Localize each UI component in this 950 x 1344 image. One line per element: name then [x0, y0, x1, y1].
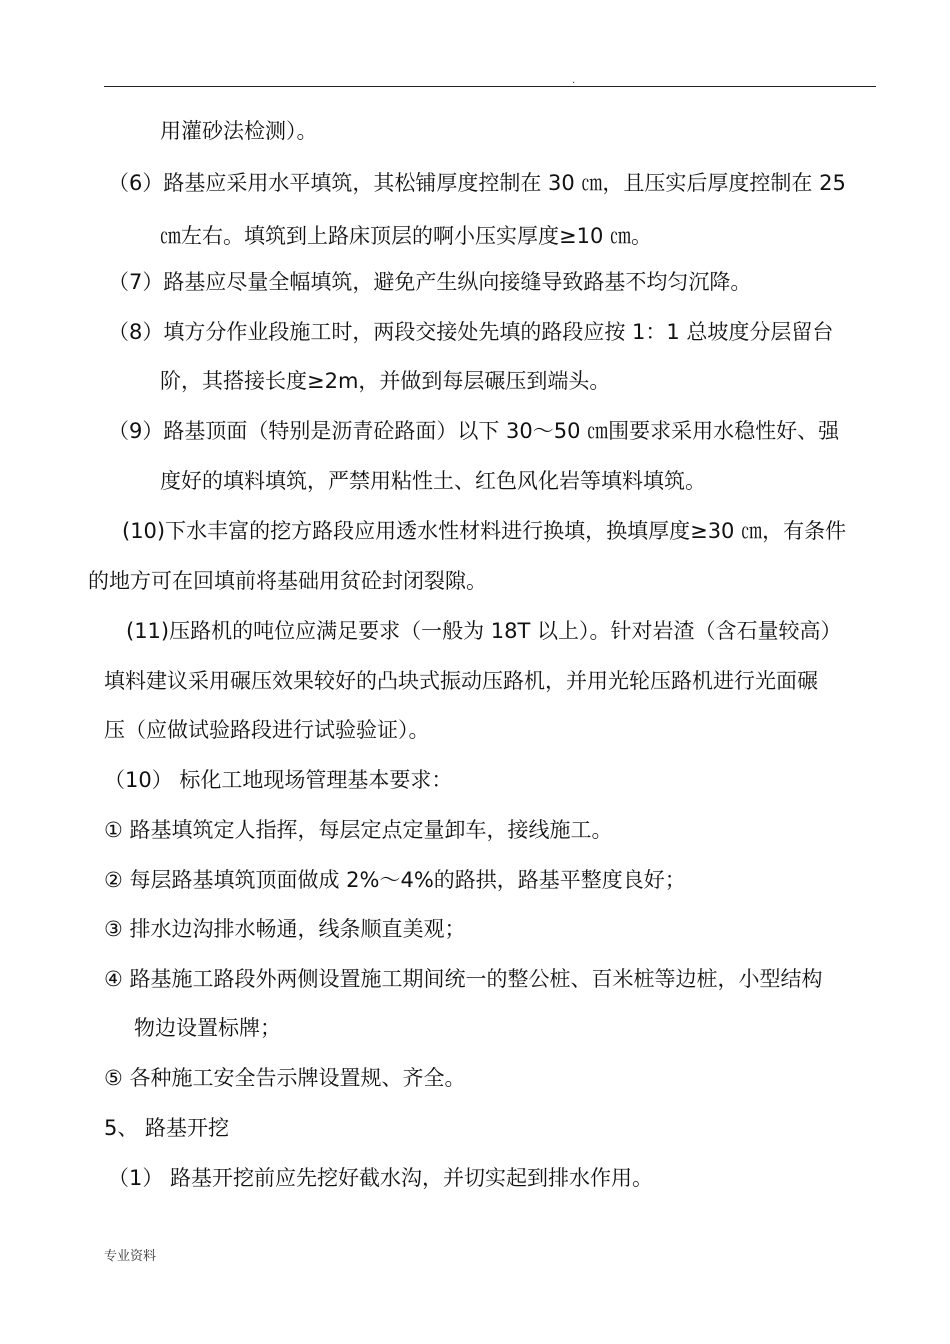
text-line: 度好的填料填筑，严禁用粘性土、红色风化岩等填料填筑。 — [160, 469, 706, 493]
text-line: 压（应做试验路段进行试验验证）。 — [104, 718, 430, 742]
list-item: ② 每层路基填筑顶面做成 2%～4%的路拱，路基平整度良好； — [104, 868, 686, 892]
text-line: (10)下水丰富的挖方路段应用透水性材料进行换填，换填厚度≥30 ㎝，有条件 — [122, 519, 847, 543]
section-heading: 5、 路基开挖 — [104, 1116, 230, 1140]
section-heading: （10） 标化工地现场管理基本要求： — [104, 768, 453, 792]
footer-label: 专业资料 — [104, 1249, 157, 1264]
list-item: ④ 路基施工路段外两侧设置施工期间统一的整公桩、百米桩等边桩，小型结构 — [104, 967, 823, 991]
text-line: （7）路基应尽量全幅填筑，避免产生纵向接缝导致路基不均匀沉降。 — [108, 270, 752, 294]
list-item: ⑤ 各种施工安全告示牌设置规、齐全。 — [104, 1066, 466, 1090]
text-line: ㎝左右。填筑到上路床顶层的啊小压实厚度≥10 ㎝。 — [160, 224, 652, 248]
text-line: 的地方可在回填前将基础用贫砼封闭裂隙。 — [88, 569, 487, 593]
header-mark: . — [572, 75, 576, 86]
text-line: （9）路基顶面（特别是沥青砼路面）以下 30～50 ㎝围要求采用水稳性好、强 — [108, 419, 840, 443]
list-item: ① 路基填筑定人指挥，每层定点定量卸车，接线施工。 — [104, 818, 613, 842]
text-line: （8）填方分作业段施工时，两段交接处先填的路段应按 1：1 总坡度分层留台 — [108, 320, 834, 344]
text-line: （6）路基应采用水平填筑，其松铺厚度控制在 30 ㎝，且压实后厚度控制在 25 — [108, 171, 846, 195]
list-item: ③ 排水边沟排水畅通，线条顺直美观； — [104, 917, 466, 941]
text-line: 填料建议采用碾压效果较好的凸块式振动压路机，并用光轮压路机进行光面碾 — [104, 669, 818, 693]
text-line: 阶，其搭接长度≥2m，并做到每层碾压到端头。 — [160, 369, 611, 393]
text-line: (11)压路机的吨位应满足要求（一般为 18T 以上）。针对岩渣（含石量较高） — [126, 619, 842, 643]
text-line: 用灌砂法检测）。 — [160, 119, 318, 143]
header-rule — [104, 86, 876, 87]
list-item-continuation: 物边设置标牌； — [134, 1016, 281, 1040]
text-line: （1） 路基开挖前应先挖好截水沟，并切实起到排水作用。 — [108, 1166, 654, 1190]
